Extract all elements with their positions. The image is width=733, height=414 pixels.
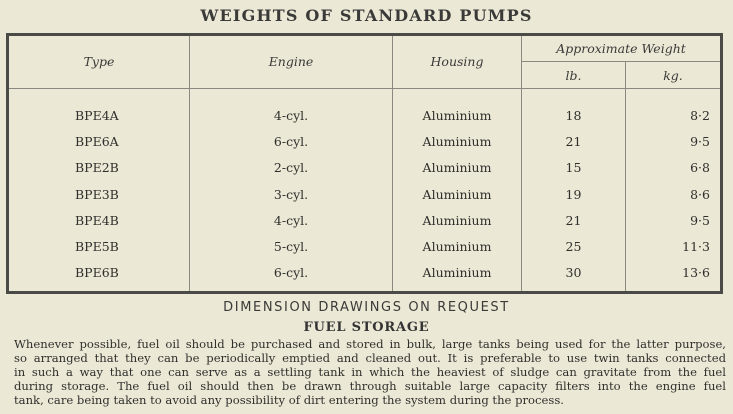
paragraph-line: Whenever possible, fuel oil should be purchased and stored in bulk, large tanks being used for the latter purpose,: [14, 337, 726, 351]
paragraph-line: during storage. The fuel oil should then be drawn through suitable large capacity filters into the engine fuel: [14, 379, 726, 393]
weights-table: [6, 33, 723, 294]
page-title: WEIGHTS OF STANDARD PUMPS: [200, 6, 533, 25]
header-approximate-weight: Approximate Weight: [556, 41, 686, 56]
column-divider: [625, 61, 626, 291]
cell-housing: Aluminium: [422, 187, 492, 202]
cell-engine: 4-cyl.: [273, 213, 309, 228]
cell-housing: Aluminium: [422, 134, 492, 149]
header-kg: kg.: [663, 68, 683, 83]
cell-housing: Aluminium: [422, 265, 492, 280]
cell-type: BPE4B: [75, 213, 119, 228]
header-housing: Housing: [430, 54, 484, 69]
header-divider: [9, 88, 720, 89]
header-subdivider: [521, 61, 720, 62]
cell-engine: 6-cyl.: [273, 265, 309, 280]
cell-engine: 4-cyl.: [273, 108, 309, 123]
header-lb: lb.: [565, 68, 582, 83]
cell-engine: 5-cyl.: [273, 239, 309, 254]
section-heading: FUEL STORAGE: [303, 320, 430, 335]
paragraph-line: in such a way that one can serve as a settling tank in which the heaviest of sludge can gravitate from the fuel: [14, 365, 726, 379]
cell-lb: 21: [565, 134, 582, 149]
cell-type: BPE3B: [75, 187, 119, 202]
cell-lb: 15: [565, 160, 582, 175]
fuel-storage-paragraph: [14, 337, 726, 407]
cell-engine: 2-cyl.: [273, 160, 309, 175]
cell-type: BPE5B: [75, 239, 119, 254]
cell-housing: Aluminium: [422, 160, 492, 175]
cell-lb: 18: [565, 108, 582, 123]
cell-engine: 6-cyl.: [273, 134, 309, 149]
cell-housing: Aluminium: [422, 239, 492, 254]
cell-kg: 13·6: [682, 265, 710, 280]
header-type: Type: [83, 54, 115, 69]
cell-kg: 11·3: [682, 239, 710, 254]
cell-type: BPE2B: [75, 160, 119, 175]
cell-type: BPE4A: [75, 108, 119, 123]
cell-kg: 6·8: [690, 160, 710, 175]
cell-kg: 9·5: [690, 134, 710, 149]
cell-type: BPE6B: [75, 265, 119, 280]
cell-housing: Aluminium: [422, 213, 492, 228]
cell-kg: 8·2: [690, 108, 710, 123]
cell-kg: 8·6: [690, 187, 710, 202]
header-engine: Engine: [268, 54, 314, 69]
cell-engine: 3-cyl.: [273, 187, 309, 202]
paragraph-line-last: tank, care being taken to avoid any possibility of dirt entering the system during the process.: [14, 393, 564, 407]
cell-lb: 21: [565, 213, 582, 228]
cell-lb: 30: [565, 265, 582, 280]
cell-type: BPE6A: [75, 134, 119, 149]
cell-housing: Aluminium: [422, 108, 492, 123]
paragraph-line: so arranged that they can be periodically emptied and cleaned out. It is preferable to use twin tanks connected: [14, 351, 726, 365]
cell-lb: 19: [565, 187, 582, 202]
cell-lb: 25: [565, 239, 582, 254]
cell-kg: 9·5: [690, 213, 710, 228]
dimension-drawings-note: DIMENSION DRAWINGS ON REQUEST: [223, 300, 510, 315]
